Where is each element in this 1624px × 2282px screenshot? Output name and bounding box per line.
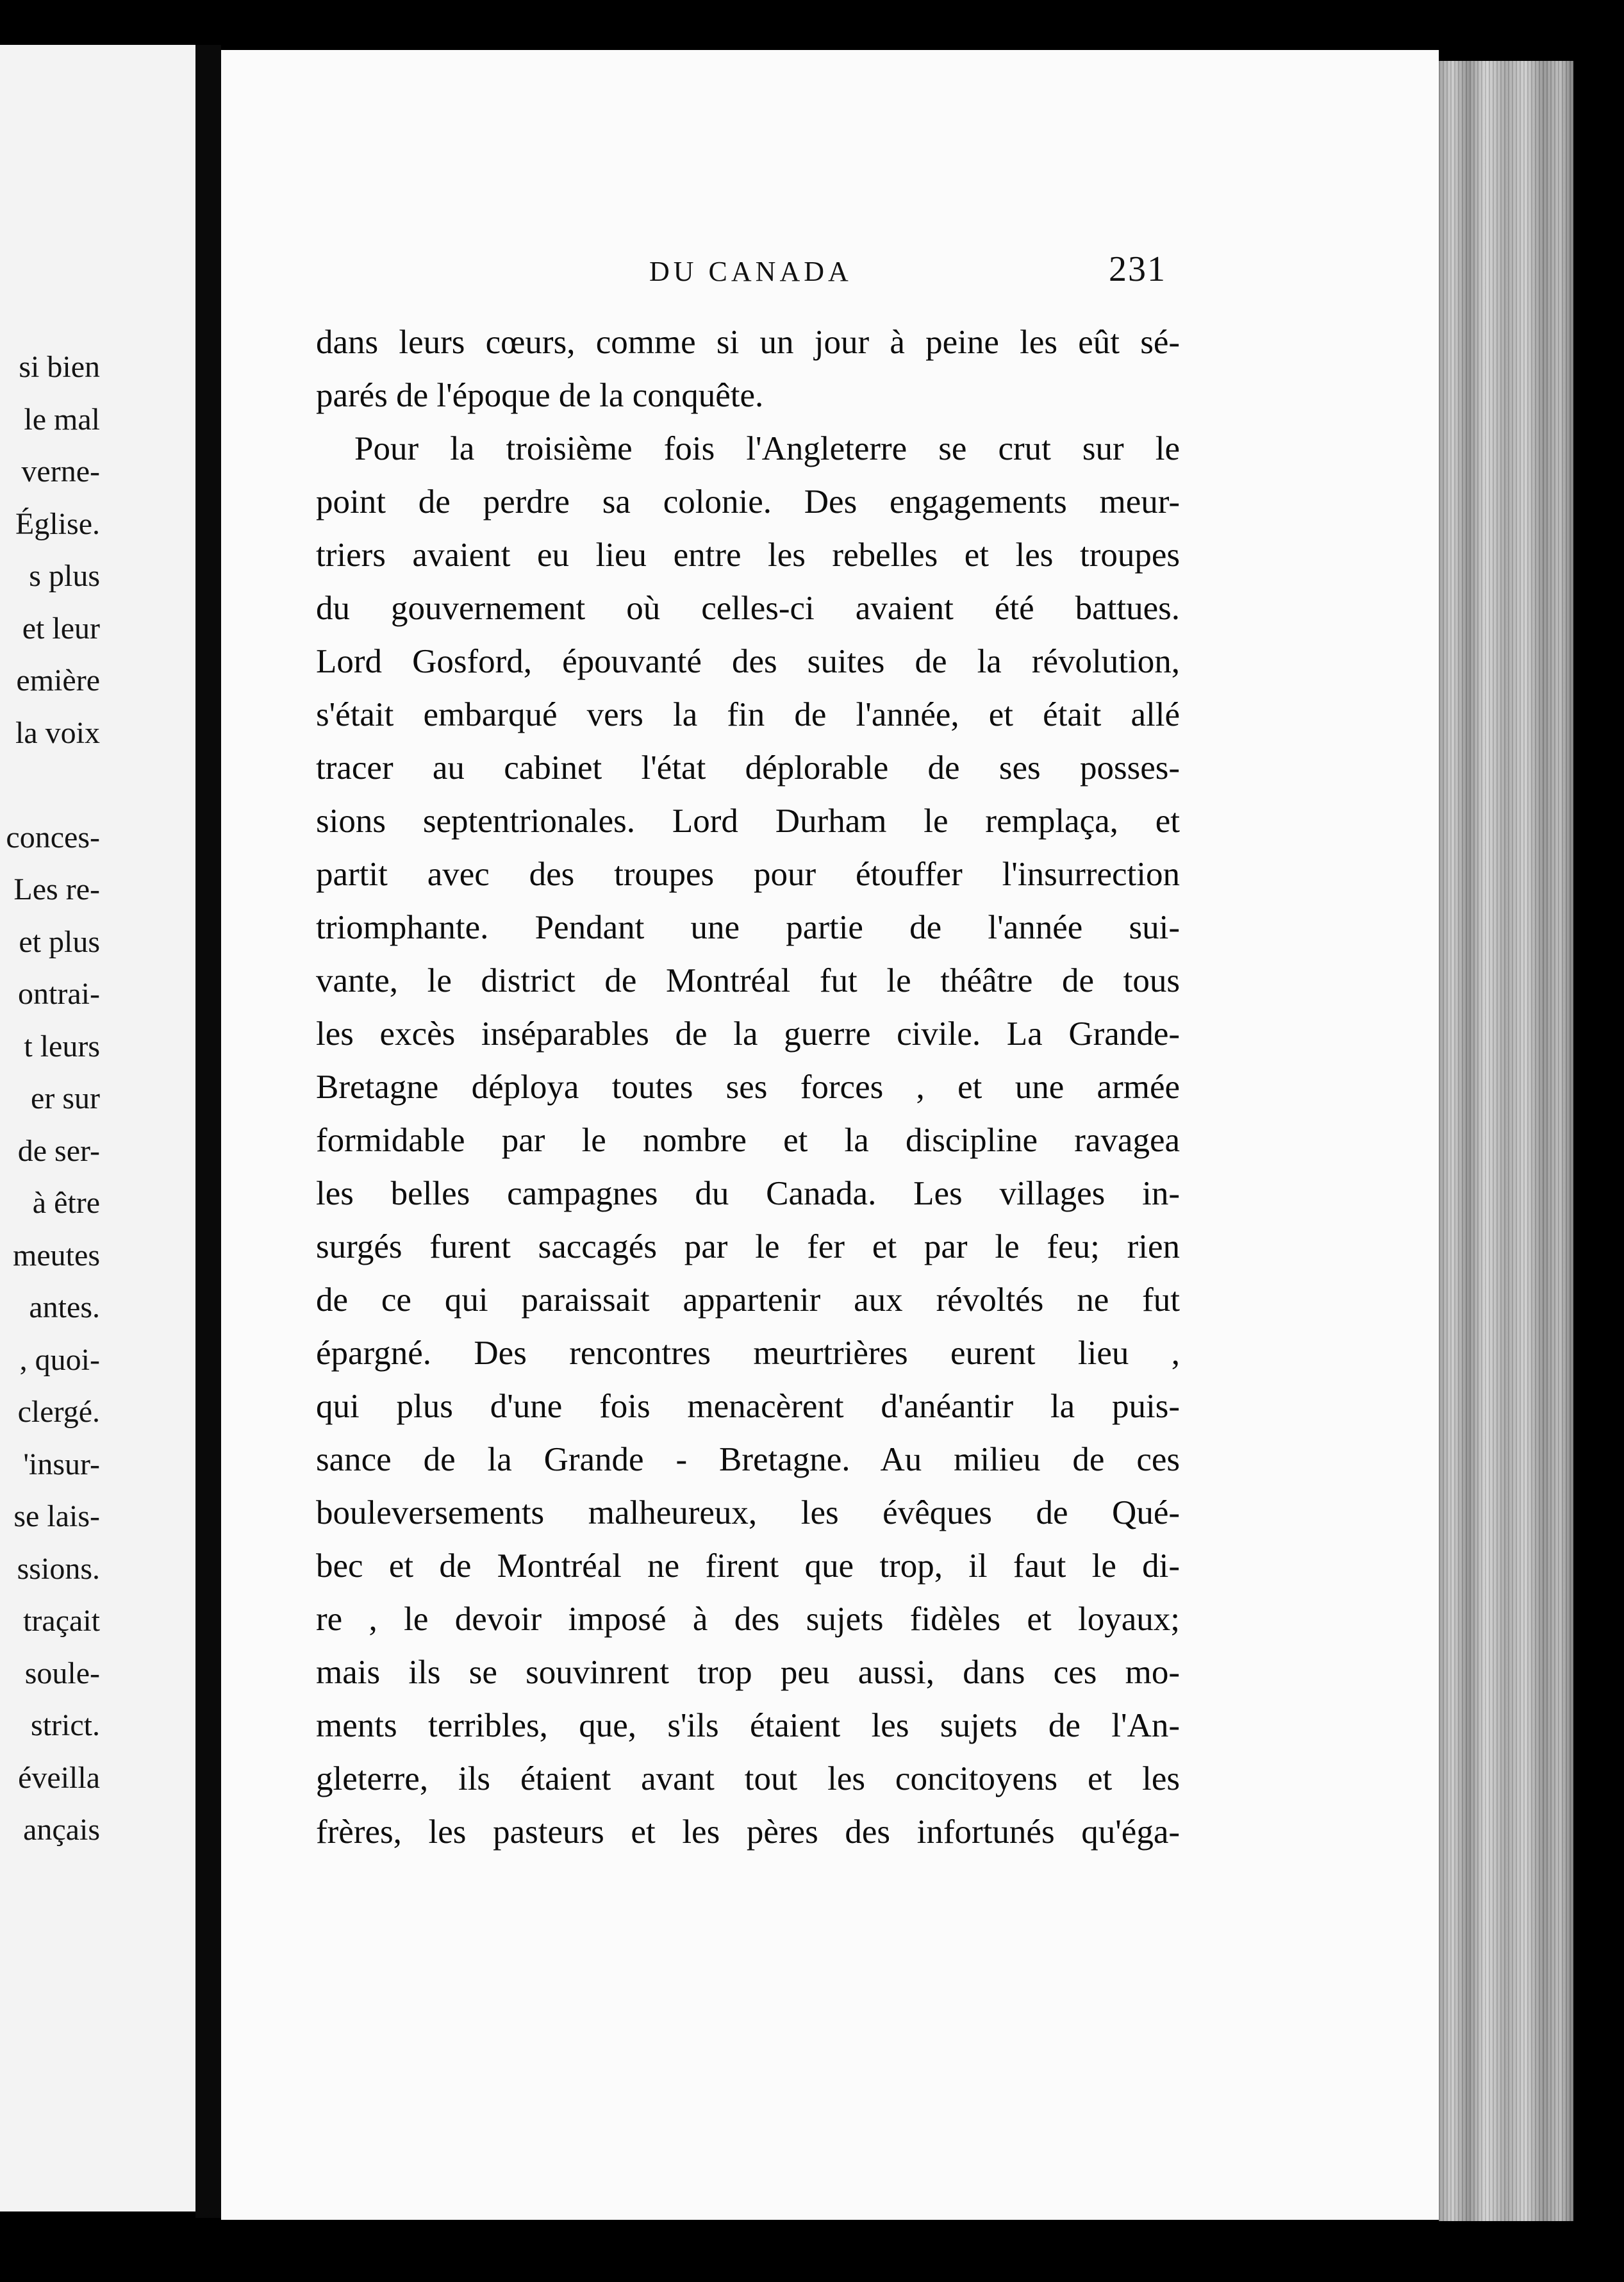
left-page-fragment: antes. (29, 1290, 100, 1324)
text-line: sions septentrionales. Lord Durham le remplaça, et (316, 803, 1180, 840)
text-line: les belles campagnes du Canada. Les villages in- (316, 1175, 1180, 1212)
left-page-fragment: la voix (15, 715, 100, 750)
text-line: vante, le district de Montréal fut le théâtre de tous (316, 962, 1180, 999)
text-line: point de perdre sa colonie. Des engagements meur- (316, 483, 1180, 521)
left-page-fragment: t leurs (24, 1029, 100, 1063)
left-page-fragment: traçait (23, 1604, 100, 1638)
left-page-fragment: et plus (19, 924, 100, 959)
left-page-fragment: ontrai- (18, 977, 100, 1011)
left-page-fragment: ançais (23, 1813, 100, 1847)
scan-border-bottom (0, 2221, 1624, 2282)
text-line: mais ils se souvinrent trop peu aussi, dans ces mo- (316, 1654, 1180, 1691)
scan-border-right (1573, 0, 1624, 2282)
body-text (316, 316, 1180, 1859)
left-page-fragment: strict. (31, 1708, 100, 1742)
page-number: 231 (1109, 249, 1166, 289)
left-page-fragment: éveilla (18, 1760, 100, 1795)
left-page-fragment: conces- (6, 820, 100, 854)
text-line: s'était embarqué vers la fin de l'année, et était allé (316, 696, 1180, 733)
left-page-fragment: emière (16, 663, 100, 697)
text-line: du gouvernement où celles-ci avaient été battues. (316, 590, 1180, 627)
left-page-fragment: de ser- (17, 1133, 100, 1168)
left-page-fragment: er sur (31, 1081, 100, 1115)
running-header: DU CANADA (649, 256, 852, 287)
text-line: Pour la troisième fois l'Angleterre se crut sur le (354, 430, 1180, 467)
left-page-fragment: à être (32, 1186, 100, 1220)
text-line: dans leurs cœurs, comme si un jour à peine les eût sé- (316, 324, 1180, 361)
text-line: les excès inséparables de la guerre civile. La Grande- (316, 1015, 1180, 1053)
text-line: épargné. Des rencontres meurtrières eurent lieu , (316, 1335, 1180, 1372)
text-line: Bretagne déploya toutes ses forces , et une armée (316, 1069, 1180, 1106)
left-page-fragment: Les re- (13, 872, 100, 906)
scan-border-top (0, 0, 1624, 45)
left-page-fragment: meutes (13, 1238, 100, 1272)
left-page-fragment: Église. (15, 506, 100, 541)
left-page-fragment: clergé. (17, 1395, 100, 1429)
left-facing-page (0, 45, 195, 2211)
text-line: bec et de Montréal ne firent que trop, il faut le di- (316, 1547, 1180, 1585)
left-page-fragment: , quoi- (19, 1342, 100, 1377)
left-page-fragment: ssions. (17, 1551, 100, 1586)
text-line: gleterre, ils étaient avant tout les concitoyens et les (316, 1760, 1180, 1797)
left-page-fragment: si bien (19, 350, 100, 384)
book-gutter (195, 45, 221, 2218)
left-page-fragment: soule- (24, 1656, 100, 1690)
left-page-text-fragments (0, 45, 103, 2211)
text-line: formidable par le nombre et la discipline ravagea (316, 1122, 1180, 1159)
left-page-fragment: s plus (29, 559, 100, 593)
text-line: bouleversements malheureux, les évêques de Qué- (316, 1494, 1180, 1531)
text-line: tracer au cabinet l'état déplorable de ses posses- (316, 749, 1180, 787)
text-line: Lord Gosford, épouvanté des suites de la révolution, (316, 643, 1180, 680)
text-line: ments terribles, que, s'ils étaient les sujets de l'An- (316, 1707, 1180, 1744)
page-edges (1439, 61, 1573, 2221)
text-line: parés de l'époque de la conquête. (316, 377, 764, 414)
left-page-fragment: se lais- (13, 1499, 100, 1533)
text-line: re , le devoir imposé à des sujets fidèles et loyaux; (316, 1601, 1180, 1638)
text-line: triers avaient eu lieu entre les rebelles et les troupes (316, 537, 1180, 574)
page-edges-texture (1439, 61, 1573, 2221)
text-line: partit avec des troupes pour étouffer l'insurrection (316, 856, 1180, 893)
text-line: frères, les pasteurs et les pères des infortunés qu'éga- (316, 1813, 1180, 1851)
text-line: triomphante. Pendant une partie de l'année sui- (316, 909, 1180, 946)
left-page-fragment: verne- (21, 454, 100, 488)
text-line: sance de la Grande - Bretagne. Au milieu de ces (316, 1441, 1180, 1478)
text-line: qui plus d'une fois menacèrent d'anéantir la puis- (316, 1388, 1180, 1425)
left-page-fragment: et leur (22, 611, 100, 645)
text-line: surgés furent saccagés par le fer et par le feu; rien (316, 1228, 1180, 1265)
left-page-fragment: le mal (24, 402, 100, 437)
left-page-fragment: 'insur- (23, 1447, 100, 1481)
text-line: de ce qui paraissait appartenir aux révoltés ne fut (316, 1281, 1180, 1319)
main-page (221, 50, 1439, 2220)
